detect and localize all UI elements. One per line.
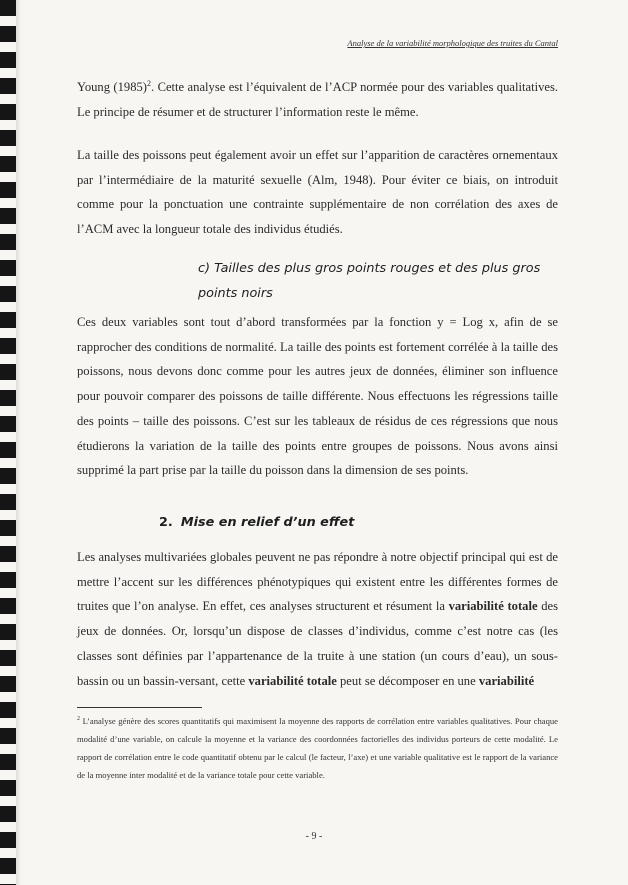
footnote-text: L’analyse génère des scores quantitatifs qui maximisent la moyenne des rapports de corrélation entre variables qualitatives. Pour chaque modalité d’une variable, on calcule la moyenne et la variance des coordonnées factorielles des individus porteurs de cette modalité. Le rapport de corrélation entre le code quantitatif obtenu par le calcul (le facteur, l’axe) et une variable qualitative est le rapport de la variance de la moyenne inter modalité et de la variance totale pour cette variable.	[77, 716, 558, 780]
section-heading-2	[159, 515, 354, 530]
paragraph-taille-poissons: La taille des poissons peut également avoir un effet sur l’apparition de caractères ornementaux par l’intermédiaire de la maturité sexuelle (Alm, 1948). Pour éviter ce biais, on introduit comme pour la ponctuation une contrainte supplémentaire de non corrélation des axes de l’ACM avec la longueur totale des individus étudiés.	[77, 148, 558, 237]
para4-text-1: Les analyses multivariées globales peuvent ne pas répondre à notre objectif principal qui est de mettre l’accent sur les différences phénotypiques qui existent entre les différentes formes de truites que l’on analyse. En effet, ces analyses structurent et résument la	[77, 550, 558, 614]
section-number: 2.	[159, 515, 173, 530]
paragraph-young	[77, 75, 558, 124]
footnote	[77, 712, 558, 784]
footnote-separator	[77, 707, 202, 708]
para4-text-2: des jeux de données. Or, lorsqu’un dispose de classes d’individus, comme c’est notre cas (les classes sont définies par l’appartenance de la truite à une station (un cours d’eau), un sous-bassin ou un bassin-versant, cette	[77, 599, 558, 688]
page-number: - 9 -	[305, 831, 323, 842]
section-heading-c: c) Tailles des plus gros points rouges et des plus gros points noirs	[198, 261, 541, 301]
para1-text-a: Young (1985)	[77, 80, 148, 94]
bold-variabilite-totale-1: variabilité totale	[448, 599, 538, 614]
paragraph-analyses-multivariees	[77, 545, 558, 693]
running-header: Analyse de la variabilité morphologique des truites du Cantal	[347, 38, 558, 48]
section-title: Mise en relief d’un effet	[180, 515, 355, 530]
binding-holes	[0, 0, 16, 885]
paragraph-log-transform: Ces deux variables sont tout d’abord transformées par la fonction y = Log x, afin de se rapprocher des conditions de normalité. La taille des points est fortement corrélée à la taille des poissons, nous devons donc comme pour les autres jeux de données, éliminer son influence pour pouvoir comparer des poissons de taille différente. Nous effectuons les régressions taille des points – taille des poissons. C’est sur les tableaux de résidus de ces régressions que nous étudierons la variation de la taille des points entre groupes de poissons. Nous avons ainsi supprimé la part prise par la taille du poisson dans la dimension de ses points.	[77, 315, 558, 478]
para1-text-b: . Cette analyse est l’équivalent de l’ACP normée pour des variables qualitatives. Le principe de résumer et de structurer l’information reste le même.	[77, 80, 558, 119]
para4-text-3: peut se décomposer en une	[336, 673, 479, 688]
footnote-mark: 2	[77, 716, 80, 723]
footnote-ref: 2	[147, 78, 152, 88]
bold-variabilite-totale-2: variabilité totale	[248, 673, 337, 688]
binding-shadow	[16, 0, 21, 885]
bold-variabilite: variabilité	[478, 673, 535, 688]
